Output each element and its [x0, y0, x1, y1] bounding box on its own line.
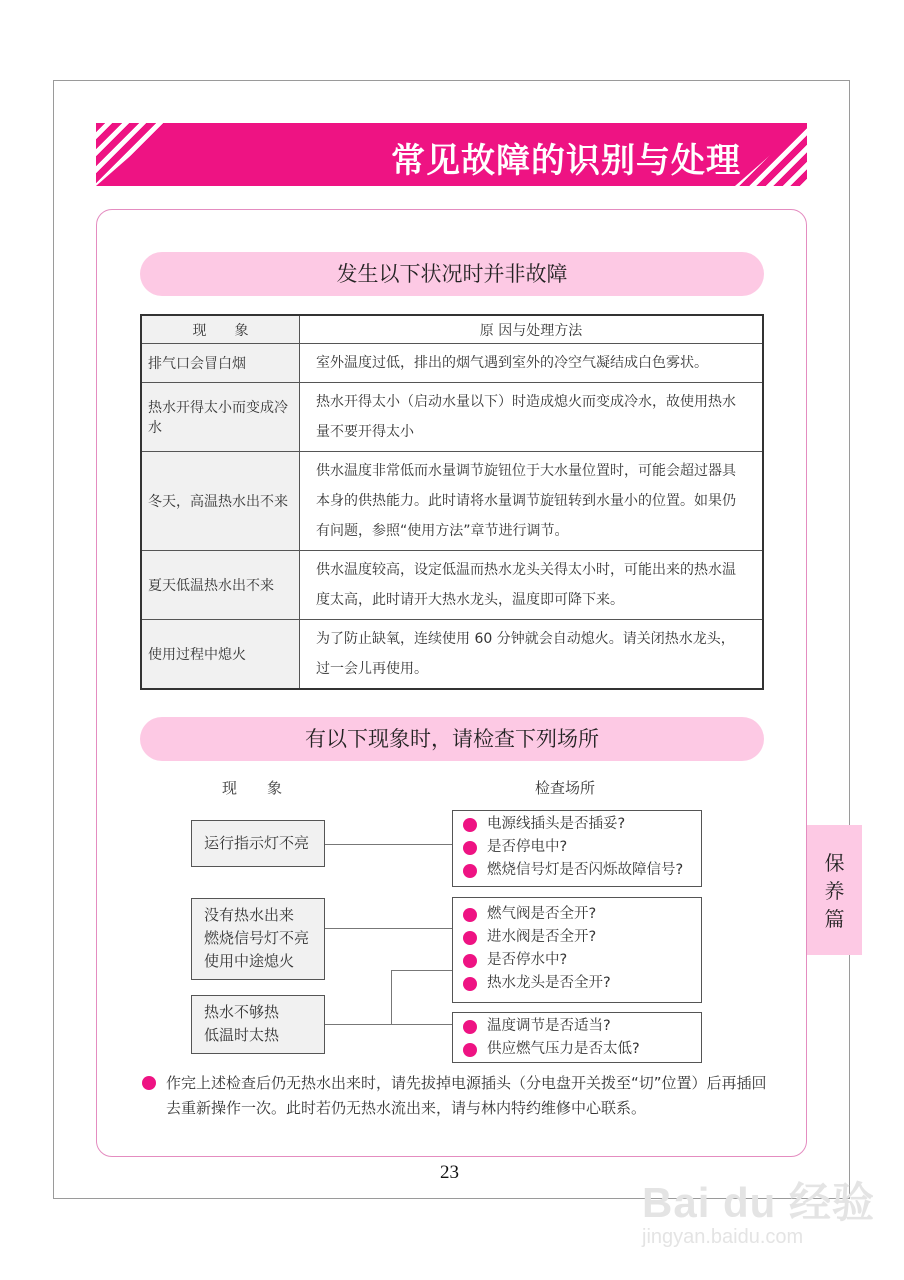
table-row [141, 620, 763, 690]
symptom-line: 热水不够热 [204, 1003, 280, 1021]
check-box [452, 810, 702, 887]
bullet-icon [463, 1043, 477, 1057]
symptom-line: 使用中途熄火 [204, 952, 295, 970]
title-banner [96, 123, 807, 186]
bullet-icon [463, 908, 477, 922]
check-box [452, 1012, 702, 1063]
cause-cell: 室外温度过低，排出的烟气遇到室外的冷空气凝结成白色雾状。 [300, 344, 764, 383]
baidu-watermark [642, 1170, 875, 1249]
table-row [141, 344, 763, 383]
cause-cell: 供水温度较高，设定低温而热水龙头关得太小时，可能出来的热水温度太高，此时请开大热水龙头，温度即可降下来。 [300, 551, 764, 620]
final-note: 作完上述检查后仍无热水出来时，请先拔掉电源插头（分电盘开关拨至“切”位置）后再插回去重新操作一次。此时若仍无热水流出来，请与林内特约维修中心联系。 [140, 1071, 780, 1121]
bullet-icon [463, 954, 477, 968]
check-item: 是否停电中? [463, 836, 691, 859]
check-item: 温度调节是否适当? [463, 1015, 691, 1038]
cause-cell: 热水开得太小（启动水量以下）时造成熄火而变成冷水，故使用热水量不要开得太小 [300, 383, 764, 452]
tab-char: 保 [824, 851, 845, 875]
bullet-icon [142, 1076, 156, 1090]
symptom-cell: 使用过程中熄火 [141, 620, 300, 690]
connector-line [391, 970, 452, 971]
symptom-line: 燃烧信号灯不亮 [204, 929, 310, 947]
bullet-icon [463, 864, 477, 878]
section-heading-not-faults: 发生以下状况时并非故障 [140, 252, 764, 296]
watermark-brand: Bai du 经验 [642, 1179, 876, 1226]
bullet-icon [463, 931, 477, 945]
connector-line [325, 928, 452, 929]
header-cause: 原 因与处理方法 [300, 315, 764, 344]
page-title: 常见故障的识别与处理 [391, 141, 741, 181]
section-heading-check-places: 有以下现象时，请检查下列场所 [140, 717, 764, 761]
stripe-decoration-right [735, 123, 807, 186]
bullet-icon [463, 841, 477, 855]
table-row [141, 452, 763, 551]
check-box [452, 897, 702, 1003]
bullet-icon [463, 818, 477, 832]
symptom-cell: 夏天低温热水出不来 [141, 551, 300, 620]
check-item: 是否停水中? [463, 949, 691, 972]
bullet-icon [463, 977, 477, 991]
symptom-box [191, 820, 325, 867]
section-tab-maintenance [807, 825, 862, 955]
table-header-row [141, 315, 763, 344]
table-row [141, 383, 763, 452]
connector-line [391, 970, 392, 1024]
symptom-line: 低温时太热 [204, 1026, 280, 1044]
watermark-url: jingyan.baidu.com [642, 1226, 804, 1248]
page-number: 23 [440, 1162, 459, 1183]
connector-line [325, 1024, 452, 1025]
symptom-line: 没有热水出来 [204, 906, 295, 924]
check-item: 燃烧信号灯是否闪烁故障信号? [463, 859, 691, 882]
column-heading-check: 检查场所 [535, 779, 596, 797]
cause-cell: 为了防止缺氧，连续使用 60 分钟就会自动熄火。请关闭热水龙头，过一会儿再使用。 [300, 620, 764, 690]
table-row [141, 551, 763, 620]
check-item: 热水龙头是否全开? [463, 972, 691, 995]
header-symptom: 现 象 [141, 315, 300, 344]
check-item: 电源线插头是否插妥? [463, 813, 691, 836]
check-item: 进水阀是否全开? [463, 926, 691, 949]
column-heading-symptom: 现 象 [222, 779, 283, 797]
connector-line [325, 844, 452, 845]
check-item: 供应燃气压力是否太低? [463, 1038, 691, 1061]
cause-cell: 供水温度非常低而水量调节旋钮位于大水量位置时，可能会超过器具本身的供热能力。此时请将水量调节旋钮转到水量小的位置。如果仍有问题，参照“使用方法”章节进行调节。 [300, 452, 764, 551]
symptom-box [191, 898, 325, 980]
symptom-cell: 排气口会冒白烟 [141, 344, 300, 383]
tab-char: 篇 [824, 907, 845, 931]
symptom-line: 运行指示灯不亮 [204, 834, 310, 852]
symptom-cell: 冬天，高温热水出不来 [141, 452, 300, 551]
bullet-icon [463, 1020, 477, 1034]
symptom-cell: 热水开得太小而变成冷水 [141, 383, 300, 452]
not-fault-table [140, 314, 764, 690]
symptom-box [191, 995, 325, 1054]
tab-char: 养 [824, 879, 845, 903]
stripe-decoration-left [96, 123, 168, 186]
check-item: 燃气阀是否全开? [463, 903, 691, 926]
